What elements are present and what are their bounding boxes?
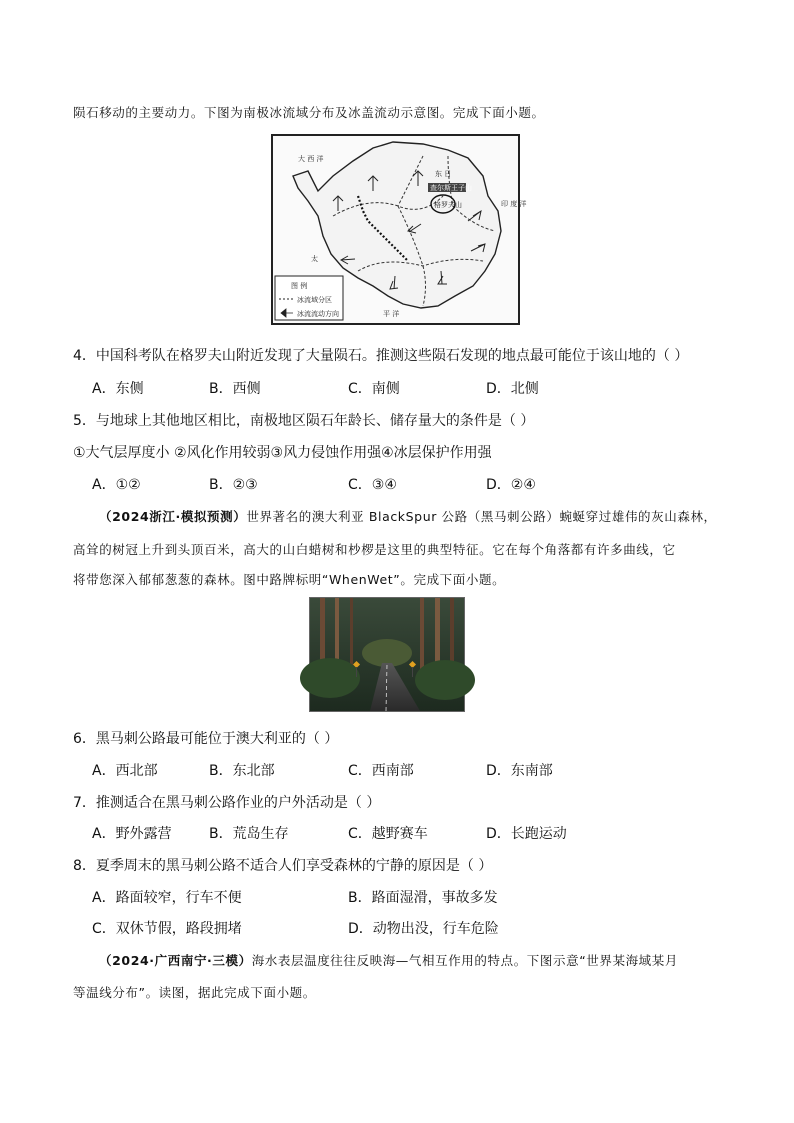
question-5-option-c[interactable]: C．③④ xyxy=(348,477,397,493)
intro-2-source: （2024浙江·模拟预测） xyxy=(99,509,247,524)
question-5-stem: 5．与地球上其他地区相比，南极地区陨石年龄长、储存量大的条件是（ ） xyxy=(73,413,535,429)
photo-drawing xyxy=(310,598,464,711)
question-5-option-b[interactable]: B．②③ xyxy=(209,477,258,493)
question-4-option-d[interactable]: D．北侧 xyxy=(486,381,539,397)
black-spur-road-photo xyxy=(309,597,465,712)
question-7-option-c[interactable]: C．越野赛车 xyxy=(348,826,428,842)
question-8-option-a[interactable]: A．路面较窄，行车不便 xyxy=(92,890,242,906)
map-label-mountain-1: 格罗夫山 xyxy=(434,201,462,209)
map-label-mountain-2: 查尔斯王子山 xyxy=(430,184,472,192)
question-6-option-b[interactable]: B．东北部 xyxy=(209,763,275,779)
map-label-ocean-left: 太 xyxy=(311,255,318,263)
question-6-option-c[interactable]: C．西南部 xyxy=(348,763,414,779)
intro-3-source: （2024·广西南宁·三模） xyxy=(99,953,252,968)
map-legend-item-2: 冰流流动方向 xyxy=(297,310,339,318)
intro-paragraph-3-line-2: 等温线分布”。读图，据此完成下面小题。 xyxy=(73,985,316,1000)
question-5-statements: ①大气层厚度小 ②风化作用较弱③风力侵蚀作用强④冰层保护作用强 xyxy=(73,445,492,461)
question-6-stem: 6．黑马刺公路最可能位于澳大利亚的（ ） xyxy=(73,731,339,747)
question-6-option-a[interactable]: A．西北部 xyxy=(92,763,158,779)
question-8-option-b[interactable]: B．路面湿滑，事故多发 xyxy=(348,890,498,906)
question-7-option-b[interactable]: B．荒岛生存 xyxy=(209,826,289,842)
map-legend-title: 图 例 xyxy=(291,282,308,290)
question-8-stem: 8．夏季周末的黑马刺公路不适合人们享受森林的宁静的原因是（ ） xyxy=(73,858,493,874)
question-7-stem: 7．推测适合在黑马刺公路作业的户外活动是（ ） xyxy=(73,795,381,811)
intro-paragraph-3-line-1 xyxy=(99,951,678,969)
question-4-option-c[interactable]: C．南侧 xyxy=(348,381,400,397)
question-4-stem: 4．中国科考队在格罗夫山附近发现了大量陨石。推测这些陨石发现的地点最可能位于该山地的（ ） xyxy=(73,348,689,364)
question-5-option-a[interactable]: A．①② xyxy=(92,477,141,493)
intro-2-line-1-text: 世界著名的澳大利亚 BlackSpur 公路（黑马刺公路）蜿蜒穿过雄伟的灰山森林， xyxy=(246,509,717,524)
question-8-option-c[interactable]: C．双休节假，路段拥堵 xyxy=(92,921,242,937)
intro-paragraph-2-line-2: 高耸的树冠上升到头顶百米，高大的山白蜡树和杪椤是这里的典型特征。它在每个角落都有许多曲线，它 xyxy=(73,542,676,557)
question-4-option-b[interactable]: B．西侧 xyxy=(209,381,261,397)
map-drawing xyxy=(273,136,527,323)
intro-paragraph-2-line-1 xyxy=(99,507,717,525)
map-label-ocean-top: 大 西 洋 xyxy=(298,155,324,163)
question-7-option-d[interactable]: D．长跑运动 xyxy=(486,826,567,842)
antarctica-ice-flow-map xyxy=(271,134,527,325)
intro-paragraph-1: 陨石移动的主要动力。下图为南极冰流域分布及冰盖流动示意图。完成下面小题。 xyxy=(73,105,545,120)
question-5-option-d[interactable]: D．②④ xyxy=(486,477,536,493)
question-4-option-a[interactable]: A．东侧 xyxy=(92,381,144,397)
intro-3-line-1-text: 海水表层温度往往反映海—气相互作用的特点。下图示意“世界某海域某月 xyxy=(251,953,678,968)
map-label-mountain-3: 东 日 xyxy=(435,170,452,178)
intro-paragraph-2-line-3: 将带您深入郁郁葱葱的森林。图中路牌标明“WhenWet”。完成下面小题。 xyxy=(73,572,506,587)
question-8-option-d[interactable]: D．动物出没，行车危险 xyxy=(348,921,499,937)
map-label-ocean-right: 印 度 洋 xyxy=(501,200,527,208)
question-7-option-a[interactable]: A．野外露营 xyxy=(92,826,172,842)
map-legend-item-1: 冰流域分区 xyxy=(297,296,332,304)
map-label-ocean-bottom: 平 洋 xyxy=(383,310,400,318)
question-6-option-d[interactable]: D．东南部 xyxy=(486,763,553,779)
